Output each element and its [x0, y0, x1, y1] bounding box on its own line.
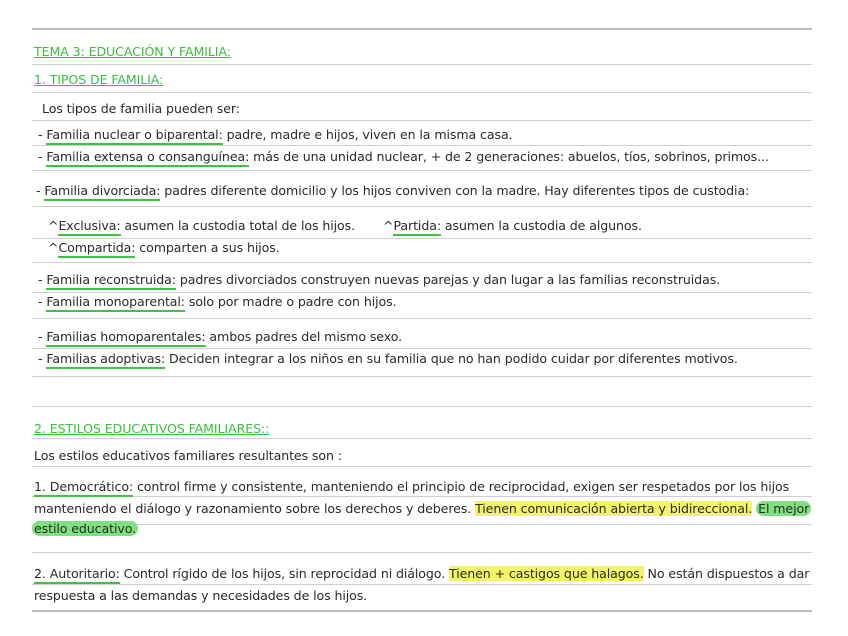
rule [32, 584, 812, 585]
autoritario-line1 [34, 566, 809, 582]
desc-democratico-1: control firme y consistente, manteniendo el principio de reciprocidad, exigen ser respetados por los hijos [133, 479, 790, 494]
term-reconstruida: Familia reconstruida: [46, 272, 176, 290]
rule [32, 406, 812, 407]
desc-monoparental: solo por madre o padre con hijos. [184, 294, 397, 309]
rule [32, 145, 812, 146]
rule [32, 262, 812, 263]
desc-adoptivas: Deciden integrar a los niños en su familia que no han podido cuidar por diferentes motivos. [165, 351, 738, 366]
desc-exclusiva: asumen la custodia total de los hijos. [120, 218, 356, 233]
list-item-divorciada: - Familia divorciada: padres diferente domicilio y los hijos conviven con la madre. Hay diferentes tipos de custodia: [36, 183, 749, 199]
rule [32, 348, 812, 349]
custody-compartida: ^Compartida: comparten a sus hijos. [48, 240, 280, 256]
rule [32, 552, 812, 553]
term-adoptivas: Familias adoptivas: [46, 351, 165, 369]
rule [32, 120, 812, 121]
section2-heading: 2. ESTILOS EDUCATIVOS FAMILIARES:: [34, 421, 270, 436]
section2-intro: Los estilos educativos familiares resultantes son : [34, 448, 342, 463]
desc-homoparentales: ambos padres del mismo sexo. [205, 329, 402, 344]
term-nuclear: Familia nuclear o biparental: [46, 127, 222, 145]
term-compartida: Compartida: [58, 240, 135, 258]
list-item-adoptivas: - Familias adoptivas: Deciden integrar a los niños en su familia que no han podido cuidar por diferentes motivos. [38, 351, 738, 367]
highlight-estilo: estilo educativo. [34, 521, 136, 536]
desc-compartida: comparten a sus hijos. [135, 240, 280, 255]
rule [32, 292, 812, 293]
list-item-homoparentales: - Familias homoparentales: ambos padres del mismo sexo. [38, 329, 402, 345]
democratico-line2 [34, 501, 811, 517]
page-title: TEMA 3: EDUCACIÓN Y FAMILIA: [34, 44, 231, 59]
rule [32, 524, 812, 525]
term-democratico: 1. Democrático: [34, 479, 133, 497]
term-monoparental: Familia monoparental: [46, 294, 185, 312]
rule [32, 64, 812, 65]
desc-autoritario-2: No están dispuestos a dar [643, 566, 810, 581]
rule [32, 170, 812, 171]
highlight-comunicacion: Tienen comunicación abierta y bidireccional. [475, 501, 753, 516]
rule [32, 318, 812, 319]
democratico-line1 [34, 479, 789, 495]
term-homoparentales: Familias homoparentales: [46, 329, 205, 347]
bottom-rule [32, 610, 812, 612]
highlight-mejor: El mejor [758, 501, 810, 516]
custody-exclusiva: ^Exclusiva: asumen la custodia total de los hijos. [48, 218, 355, 234]
rule [32, 496, 812, 497]
term-extensa: Familia extensa o consanguínea: [46, 149, 249, 167]
rule [32, 238, 812, 239]
rule [32, 466, 812, 467]
desc-partida: asumen la custodia de algunos. [440, 218, 642, 233]
term-divorciada: Familia divorciada: [44, 183, 160, 201]
term-exclusiva: Exclusiva: [58, 218, 120, 236]
desc-nuclear: padre, madre e hijos, viven en la misma casa. [222, 127, 513, 142]
list-item-extensa: - Familia extensa o consanguínea: más de una unidad nuclear, + de 2 generaciones: abuelos, tíos, sobrinos, primos... [38, 149, 769, 165]
custody-partida: ^Partida: asumen la custodia de algunos. [383, 218, 642, 234]
term-autoritario: 2. Autoritario: [34, 566, 120, 584]
autoritario-line2: respuesta a las demandas y necesidades de los hijos. [34, 588, 368, 603]
top-rule [32, 28, 812, 30]
list-item-nuclear: - Familia nuclear o biparental: padre, madre e hijos, viven en la misma casa. [38, 127, 512, 143]
desc-reconstruida: padres divorciados construyen nuevas parejas y dan lugar a las familias reconstruidas. [175, 272, 721, 287]
desc-extensa: más de una unidad nuclear, + de 2 generaciones: abuelos, tíos, sobrinos, primos... [249, 149, 769, 164]
desc-democratico-2: manteniendo el diálogo y razonamiento sobre los derechos y deberes. [34, 501, 476, 516]
highlight-castigos: Tienen + castigos que halagos. [449, 566, 644, 581]
desc-autoritario-1: Control rígido de los hijos, sin reprocidad ni diálogo. [119, 566, 449, 581]
rule [32, 206, 812, 207]
section1-heading: 1. TIPOS DE FAMILIA: [34, 72, 164, 87]
democratico-line3 [32, 521, 138, 537]
rule [32, 92, 812, 93]
rule [32, 438, 812, 439]
desc-divorciada: padres diferente domicilio y los hijos conviven con la madre. Hay diferentes tipos de custodia: [160, 183, 750, 198]
term-partida: Partida: [393, 218, 441, 236]
list-item-reconstruida: - Familia reconstruida: padres divorciados construyen nuevas parejas y dan lugar a las familias reconstruidas. [38, 272, 720, 288]
list-item-monoparental: - Familia monoparental: solo por madre o padre con hijos. [38, 294, 396, 310]
section1-intro: Los tipos de familia pueden ser: [42, 101, 240, 116]
rule [32, 376, 812, 377]
